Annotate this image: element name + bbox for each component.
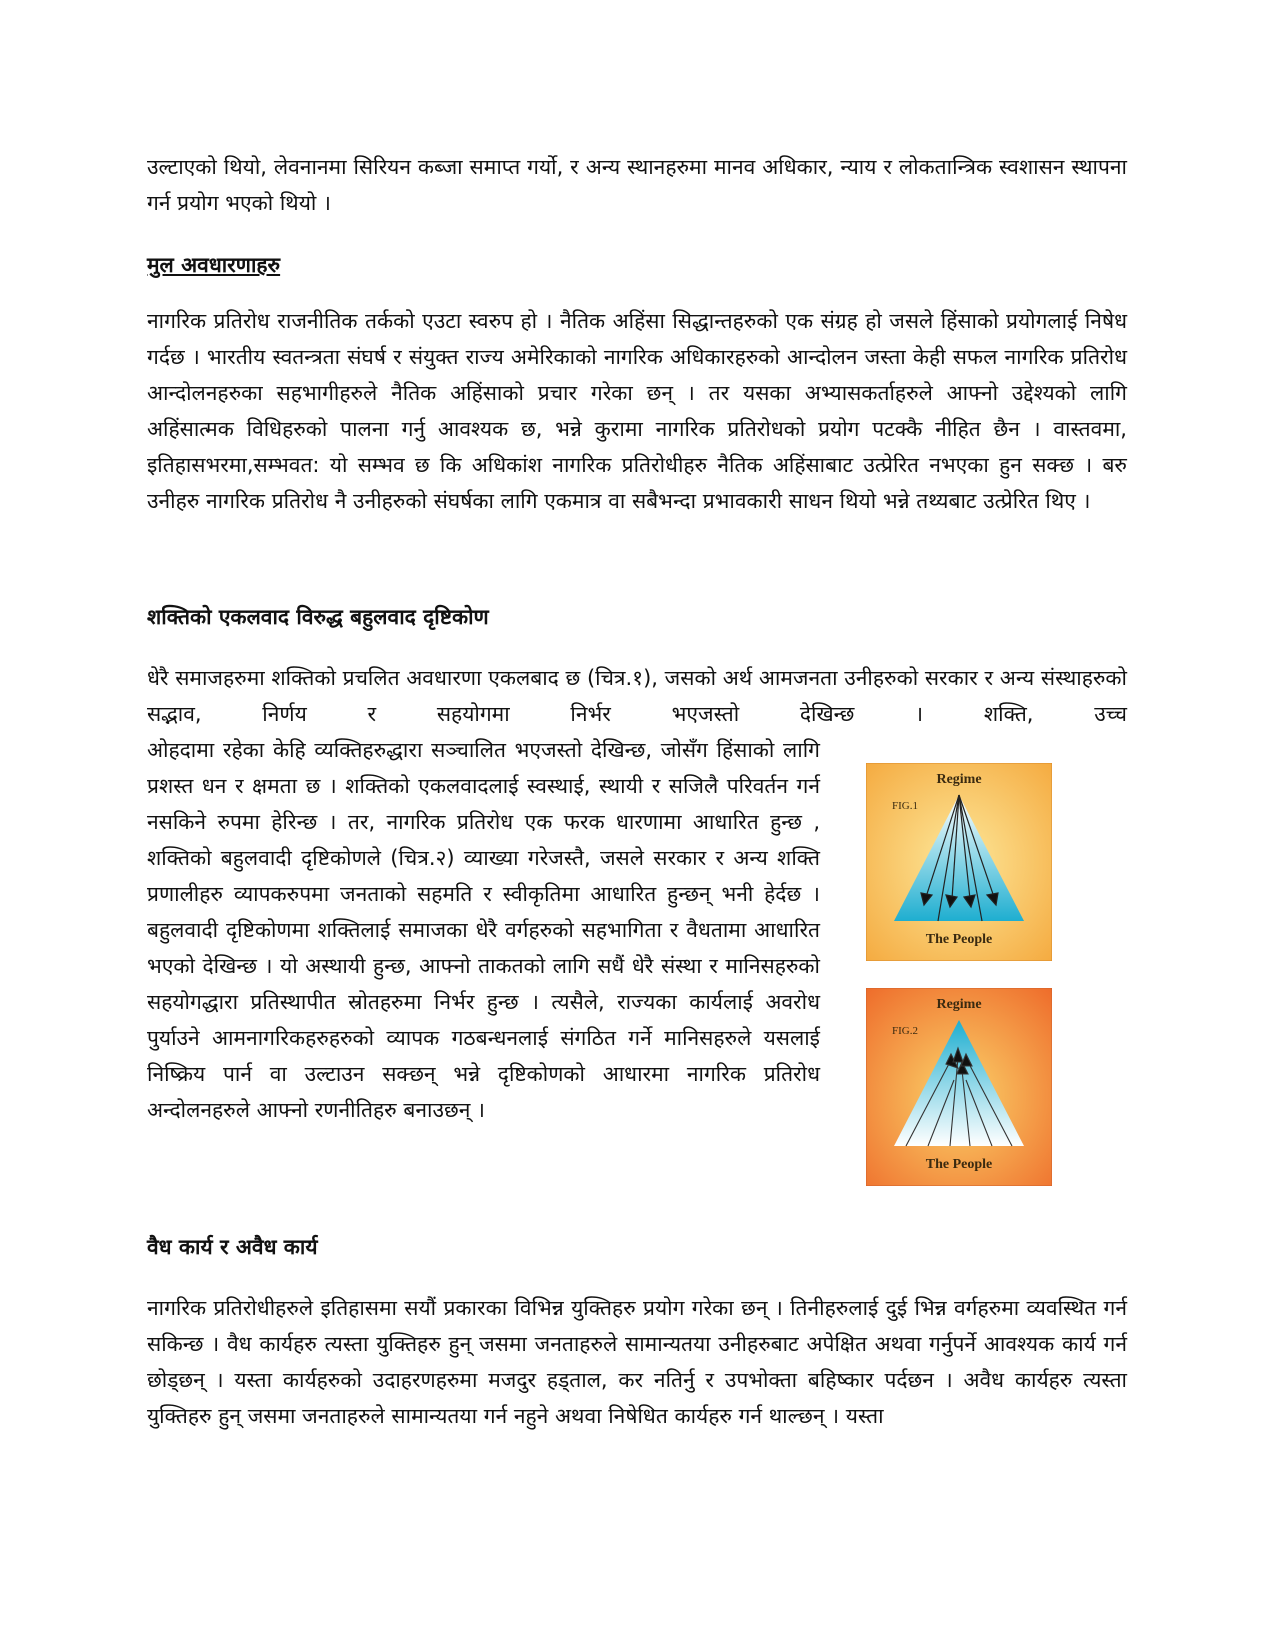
paragraph-power-view-full-width: धेरै समाजहरुमा शक्तिको प्रचलित अवधारणा एकलबाद छ (चित्र.१), जसको अर्थ आमजनता उनीहरुको सरकार र अन्य संस्थाहरुको सद्भाव, निर्णय र सहयोगमा निर्भर भएजस्तो देखिन्छ । शक्ति, उच्च (147, 666, 1127, 726)
heading-monolithic-vs-pluralistic: शक्तिको एकलवाद विरुद्ध बहुलवाद दृष्टिकोण (147, 605, 489, 629)
heading-legal-illegal-actions: वैध कार्य र अवैध कार्य (147, 1235, 318, 1259)
figure-2-top-label: Regime (936, 997, 982, 1012)
paragraph-legal-illegal-actions: नागरिक प्रतिरोधीहरुले इतिहासमा सयौं प्रकारका विभिन्न युक्तिहरु प्रयोग गरेका छन् । तिनीहरुलाई दुई भिन्न वर्गहरुमा व्यवस्थित गर्न सकिन्छ । वैध कार्यहरु त्यस्ता युक्तिहरु हुन् जसमा जनताहरुले सामान्यतया उनीहरुबाट अपेक्षित अथवा गर्नुपर्ने आवश्यक कार्य गर्न छोड्छन् । यस्ता कार्यहरुको उदाहरणहरुमा मजदुर हड्ताल, कर नतिर्नु र उपभोक्ता बहिष्कार पर्दछन । अवैध कार्यहरु त्यस्ता युक्तिहरु हुन् जसमा जनताहरुले सामान्यतया गर्न नहुने अथवा निषेधित कार्यहरु गर्न थाल्छन् । यस्ता (147, 1296, 1127, 1428)
paragraph-core-concepts: नागरिक प्रतिरोध राजनीतिक तर्कको एउटा स्वरुप हो । नैतिक अहिंसा सिद्धान्तहरुको एक संग्रह हो जसले हिंसाको प्रयोगलाई निषेध गर्दछ । भारतीय स्वतन्त्रता संघर्ष र संयुक्त राज्य अमेरिकाको नागरिक अधिकारहरुको आन्दोलन जस्ता केही सफल नागरिक प्रतिरोध आन्दोलनहरुका सहभागीहरुले नैतिक अहिंसाको प्रचार गरेका छन् । तर यसका अभ्यासकर्ताहरुले आफ्नो उद्देश्यको लागि अहिंसात्मक विधिहरुको पालना गर्नु आवश्यक छ, भन्ने कुरामा नागरिक प्रतिरोधको प्रयोग पटक्कै नीहित छैन । वास्तवमा, इतिहासभरमा,सम्भवत: यो सम्भव छ कि अधिकांश नागरिक प्रतिरोधीहरु नैतिक अहिंसाबाट उत्प्रेरित नभएका हुन सक्छ । बरु उनीहरु नागरिक प्रतिरोध नै उनीहरुको संघर्षका लागि एकमात्र वा सबैभन्दा प्रभावकारी साधन थियो भन्ने तथ्यबाट उत्प्रेरित थिए । (147, 309, 1127, 513)
figure-2-diagram (866, 988, 1052, 1186)
figure-monolithic-power (866, 763, 1052, 961)
figure-1-number-label: FIG.1 (892, 800, 918, 812)
paragraph-intro-continuation: उल्टाएको थियो, लेवनानमा सिरियन कब्जा समाप्त गर्यो, र अन्य स्थानहरुमा मानव अधिकार, न्याय र लोकतान्त्रिक स्वशासन स्थापना गर्न प्रयोग भएको थियो । (147, 155, 1127, 215)
figure-1-top-label: Regime (936, 772, 982, 787)
paragraph-power-view-wrapped: ओहदामा रहेका केहि व्यक्तिहरुद्धारा सञ्चालित भएजस्तो देखिन्छ, जोसँग हिंसाको लागि प्रशस्त धन र क्षमता छ । शक्तिको एकलवादलाई स्वस्थाई, स्थायी र सजिलै परिवर्तन गर्न नसकिने रुपमा हेरिन्छ । तर, नागरिक प्रतिरोध एक फरक धारणामा आधारित हुन्छ , शक्तिको बहुलवादी दृष्टिकोणले (चित्र.२) व्याख्या गरेजस्तै, जसले सरकार र अन्य शक्ति प्रणालीहरु व्यापकरुपमा जनताको सहमति र स्वीकृतिमा आधारित हुन्छन् भनी हेर्दछ । बहुलवादी दृष्टिकोणमा शक्तिलाई समाजका धेरै वर्गहरुको सहभागिता र वैधतामा आधारित भएको देखिन्छ । यो अस्थायी हुन्छ, आफ्नो ताकतको लागि सधैं धेरै संस्था र मानिसहरुको सहयोगद्धारा प्रतिस्थापीत स्रोतहरुमा निर्भर हुन्छ । त्यसैले, राज्यका कार्यलाई अवरोध पुर्याउने आमनागरिकहरुहरुको व्यापक गठबन्धनलाई संगठित गर्ने मानिसहरुले यसलाई निष्क्रिय पार्न वा उल्टाउन सक्छन् भन्ने दृष्टिकोणको आधारमा नागरिक प्रतिरोध अन्दोलनहरुले आफ्नो रणनीतिहरु बनाउछन् । (147, 738, 820, 1122)
figure-1-diagram (866, 763, 1052, 961)
figure-2-bottom-label: The People (925, 1157, 993, 1172)
figure-1-bottom-label: The People (925, 932, 993, 947)
heading-core-concepts: मुल अवधारणाहरु (147, 253, 281, 277)
figure-pluralistic-power (866, 988, 1052, 1186)
figure-2-number-label: FIG.2 (892, 1025, 918, 1037)
